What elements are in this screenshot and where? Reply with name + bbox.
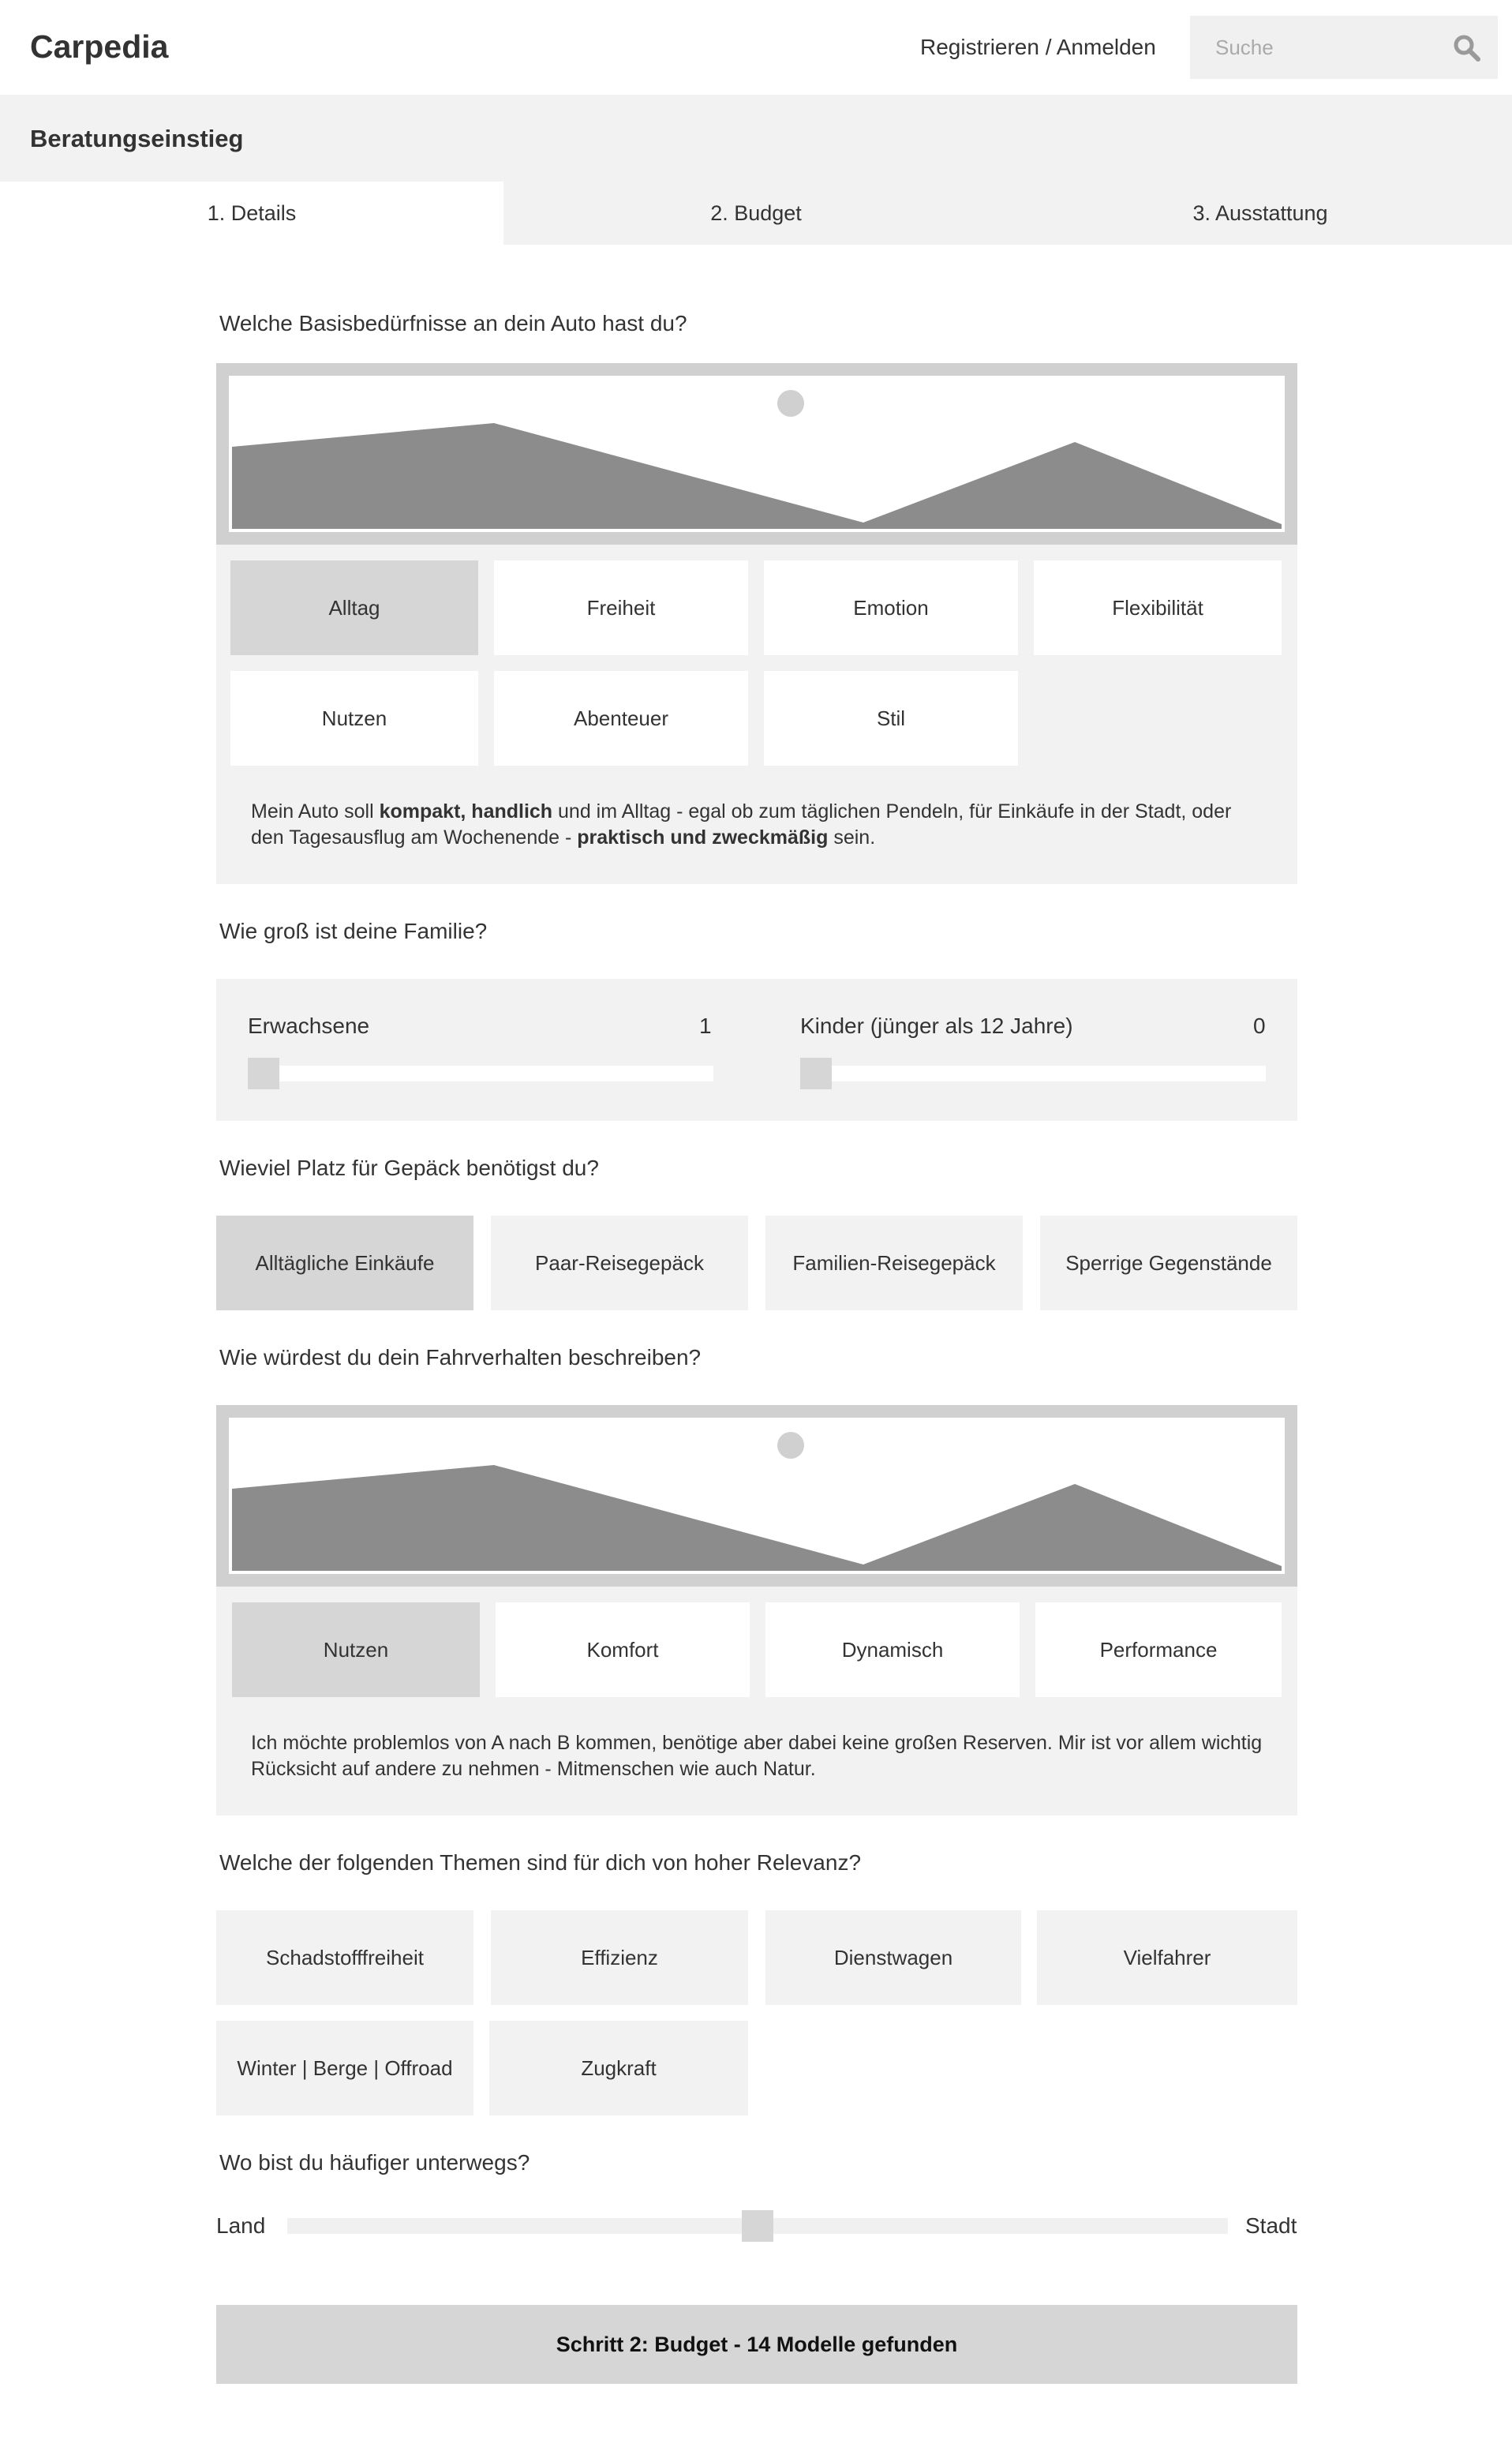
location-slider-thumb[interactable] [742,2210,773,2242]
option-nutzen[interactable]: Nutzen [230,671,478,766]
option-winter-berge-offroad[interactable]: Winter | Berge | Offroad [216,2021,473,2115]
option-abenteuer[interactable]: Abenteuer [494,671,748,766]
tab-budget[interactable]: 2. Budget [503,182,1009,245]
option-vielfahrer[interactable]: Vielfahrer [1037,1910,1297,2005]
question-family-size: Wie groß ist deine Familie? [219,919,488,943]
location-left-label: Land [216,2213,266,2238]
needs-description: Mein Auto soll kompakt, handlich und im Alltag - egal ob zum täglichen Pendeln, für Einkäufe in der Stadt, oder den Tagesausflug am Wochenende - praktisch und zweckmäßig sein. [251,800,1232,849]
option-komfort[interactable]: Komfort [496,1602,750,1697]
option-freiheit[interactable]: Freiheit [494,560,748,655]
option-emotion[interactable]: Emotion [764,560,1018,655]
image-placeholder-needs [216,363,1297,545]
option-effizienz[interactable]: Effizienz [491,1910,748,2005]
page-title: Beratungseinstieg [30,125,244,152]
option-familien-reisegepaeck[interactable]: Familien-Reisegepäck [765,1216,1023,1310]
image-placeholder-icon [229,376,1285,532]
option-schadstofffreiheit[interactable]: Schadstofffreiheit [216,1910,473,2005]
location-right-label: Stadt [1245,2213,1297,2238]
adults-slider-thumb[interactable] [248,1058,279,1089]
option-paar-reisegepaeck[interactable]: Paar-Reisegepäck [491,1216,748,1310]
tab-ausstattung[interactable]: 3. Ausstattung [1009,182,1512,245]
search-icon[interactable] [1452,33,1480,62]
option-driving-nutzen[interactable]: Nutzen [232,1602,480,1697]
next-step-button[interactable]: Schritt 2: Budget - 14 Modelle gefunden [216,2305,1297,2384]
question-location: Wo bist du häufiger unterwegs? [219,2150,530,2175]
option-zugkraft[interactable]: Zugkraft [489,2021,748,2115]
question-basic-needs: Welche Basisbedürfnisse an dein Auto hast du? [219,311,687,335]
option-stil[interactable]: Stil [764,671,1018,766]
children-slider-track[interactable] [800,1066,1266,1081]
question-topics: Welche der folgenden Themen sind für dich von hoher Relevanz? [219,1850,862,1875]
tab-details[interactable]: 1. Details [0,182,503,245]
option-performance[interactable]: Performance [1035,1602,1282,1697]
option-alltaegliche-einkaeufe[interactable]: Alltägliche Einkäufe [216,1216,473,1310]
option-flexibilitaet[interactable]: Flexibilität [1034,560,1282,655]
option-dynamisch[interactable]: Dynamisch [765,1602,1020,1697]
adults-label: Erwachsene [248,1014,370,1038]
search-box [1190,16,1498,79]
option-alltag[interactable]: Alltag [230,560,478,655]
children-value: 0 [1253,1014,1266,1038]
brand-logo[interactable]: Carpedia [30,28,169,65]
register-login-link[interactable]: Registrieren / Anmelden [920,35,1156,59]
image-placeholder-icon [229,1418,1285,1574]
option-dienstwagen[interactable]: Dienstwagen [765,1910,1021,2005]
children-slider-thumb[interactable] [800,1058,832,1089]
question-driving-style: Wie würdest du dein Fahrverhalten beschreiben? [219,1345,702,1370]
family-panel [216,979,1297,1121]
adults-slider-track[interactable] [248,1066,713,1081]
adults-value: 1 [699,1014,712,1038]
children-label: Kinder (jünger als 12 Jahre) [800,1014,1073,1038]
driving-description: Ich möchte problemlos von A nach B kommen, benötige aber dabei keine großen Reserven. Mir ist vor allem wichtig Rücksicht auf andere zu nehmen - Mitmenschen wie auch Natur. [251,1732,1263,1780]
option-sperrige-gegenstaende[interactable]: Sperrige Gegenstände [1040,1216,1297,1310]
question-luggage: Wieviel Platz für Gepäck benötigst du? [219,1156,599,1180]
image-placeholder-driving [216,1405,1297,1587]
search-input[interactable] [1214,16,1450,79]
